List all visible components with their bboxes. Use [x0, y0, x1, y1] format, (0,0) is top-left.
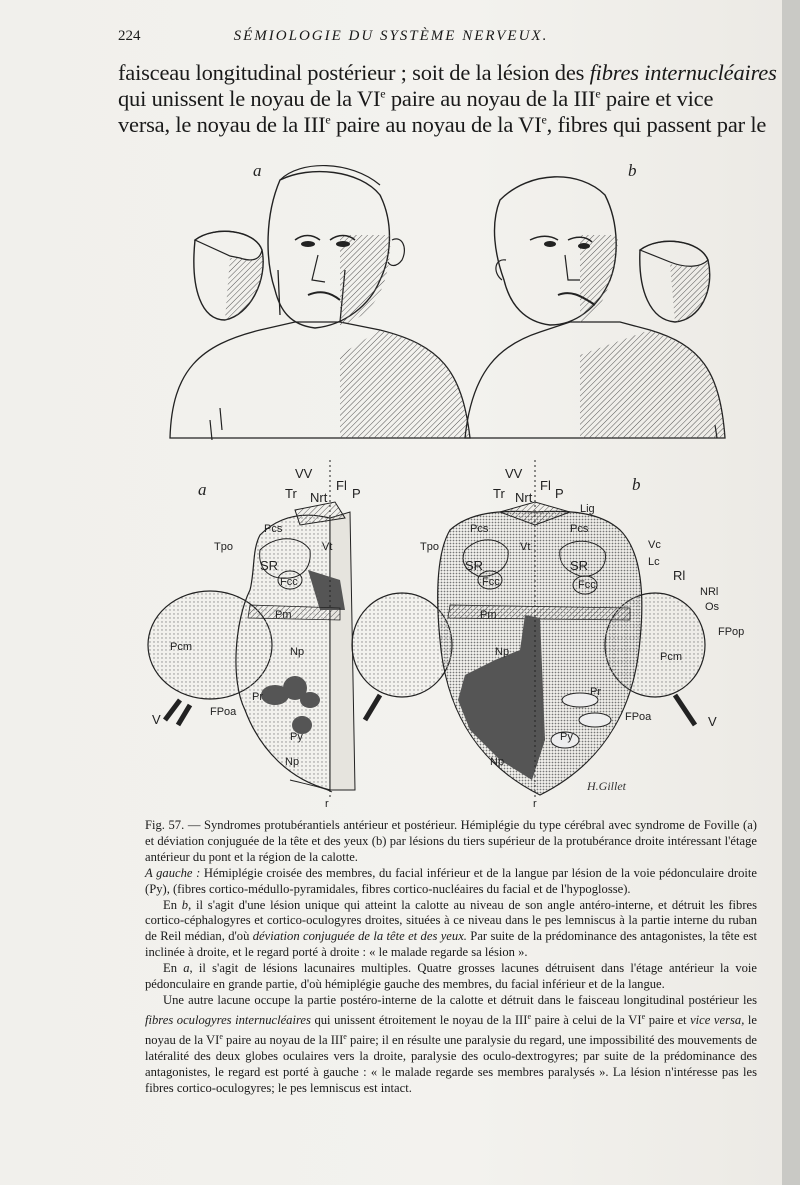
annot-a-vt: Vt: [322, 541, 333, 553]
annot-b-pr: Pr: [590, 686, 601, 698]
annot-b-tpo: Tpo: [420, 541, 439, 553]
body-line-2: qui unissent le noyau de la VIe paire au noyau de la IIIe paire et vice: [118, 86, 714, 111]
annot-b-fl: Fl: [540, 478, 551, 493]
figure-57: [140, 140, 760, 810]
annot-a-fcc: Fcc: [280, 576, 298, 588]
annot-b-pm: Pm: [480, 609, 497, 621]
body-line-3: versa, le noyau de la IIIe paire au noyau de la VIe, fibres qui passent par le: [118, 112, 767, 137]
annot-b-pcs: Pcs: [470, 523, 489, 535]
running-title: SÉMIOLOGIE DU SYSTÈME NERVEUX.: [233, 28, 549, 44]
caption-paragraph-4: Une autre lacune occupe la partie postéro-interne de la calotte et détruit dans le faisceau longitudinal postérieur les fibres oculogyres internucléaires qui unissent étroitement le noyau de la IIIe paire à celui de la VIe paire et vice versa, le noyau de la VIe paire au noyau de la IIIe paire; il en résulte une paralysie du regard, une impossibilité des mouvements de latéralité des deux globes oculaires vers la droite, paralysie des oculo-dextrogyres; par suite de la prédominance des antagonistes, le regard est porté à gauche : « le malade regarde ses membres paralysés ». La lésion n'intéresse pas les fibres cortico-oculogyres; le pes lemniscus est intact.: [145, 992, 757, 1095]
page-number: 224: [118, 28, 141, 44]
annot-b-os: Os: [705, 601, 720, 613]
annot-b-pcm: Pcm: [660, 651, 682, 663]
label-bottom-a: a: [198, 480, 207, 499]
patient-b-illustration: [465, 177, 725, 438]
annot-a-fpoa: FPoa: [210, 706, 237, 718]
annot-b-lig: Lig: [580, 503, 595, 515]
annot-b-sr2: SR: [570, 558, 589, 573]
annot-b-vv: VV: [505, 466, 523, 481]
caption-paragraph-1: A gauche : Hémiplégie croisée des membres, du facial inférieur et de la langue par lésion de la voie pédonculaire droite (Py), (fibres cortico-médullo-pyramidales, fibres cortico-nucléaires du facial et de l'hypoglosse).: [145, 865, 757, 896]
running-header: [0, 28, 782, 50]
annot-b-nrt: Nrt: [515, 490, 533, 505]
annot-b-fpop: FPop: [718, 626, 745, 638]
figure-illustration: [140, 140, 760, 810]
annot-b-np: Np: [495, 646, 510, 658]
caption-paragraph-2: En b, il s'agit d'une lésion unique qui atteint la calotte au niveau de son angle antéro-interne, et détruit les fibres cortico-céphalogyres et cortico-oculogyres droites, situées à ce niveau dans le pes lemniscus à la partie interne du ruban de Reil médian, d'où déviation conjuguée de la tête et des yeux. Par suite de la prédominance des antagonistes, la tête est inclinée à droite, et le regard porté à droite : « le malade regarde sa lésion ».: [145, 897, 758, 960]
annot-b-rl: Rl: [673, 568, 686, 583]
annot-b-pcs2: Pcs: [570, 523, 589, 535]
patient-a-illustration: [170, 166, 470, 440]
caption-title: Fig. 57. — Syndromes protubérantiels antérieur et postérieur. Hémiplégie du type cérébral avec syndrome de Foville (a) et déviation conjuguée de la tête et des yeux (b) par lésions du tiers supérieur de la protubérance droite intéressant l'étage antérieur du pont et la région de la calotte.: [145, 818, 757, 864]
annot-a-pcs: Pcs: [264, 523, 283, 535]
annot-b-vt: Vt: [520, 541, 531, 553]
annot-a-vv: VV: [295, 466, 313, 481]
engraver-signature: H.Gillet: [587, 779, 626, 793]
annot-b-fcc2: Fcc: [578, 579, 596, 591]
annot-b-np2: Np: [490, 756, 505, 768]
figure-caption: [145, 818, 757, 1097]
annot-a-p: P: [352, 486, 361, 501]
label-bottom-b: b: [632, 475, 641, 494]
label-top-b: b: [628, 161, 637, 180]
annot-a-pr: Pr: [252, 691, 263, 703]
annot-a-tr: Tr: [285, 486, 297, 501]
annot-b-py: Py: [560, 731, 573, 743]
annot-b-vc: Vc: [648, 539, 661, 551]
annot-a-np2: Np: [285, 756, 300, 768]
annot-b-fcc: Fcc: [482, 576, 500, 588]
annot-a-tpo: Tpo: [214, 541, 233, 553]
annot-a-fl: Fl: [336, 478, 347, 493]
annot-b-v: V: [708, 714, 717, 729]
annot-a-r: r: [325, 798, 329, 810]
annot-b-lc: Lc: [648, 556, 660, 568]
caption-paragraph-3: En a, il s'agit de lésions lacunaires multiples. Quatre grosses lacunes détruisent dans l'étage antérieur la voie pédonculaire en grande partie, d'où hémiplégie gauche des membres, du facial inférieur et de la langue.: [145, 961, 757, 992]
pons-section-b: [352, 460, 705, 800]
annot-b-r: r: [533, 798, 537, 810]
annot-b-p: P: [555, 486, 564, 501]
annot-b-tr: Tr: [493, 486, 505, 501]
annot-b-sr: SR: [465, 558, 484, 573]
annot-a-nrt: Nrt: [310, 490, 328, 505]
pons-section-a: [148, 460, 355, 800]
annot-a-sr: SR: [260, 558, 279, 573]
annot-a-pm: Pm: [275, 609, 292, 621]
annot-b-fpoa: FPoa: [625, 711, 652, 723]
annot-a-v: V: [152, 712, 161, 727]
annot-b-nrl: NRl: [700, 586, 719, 598]
annot-a-np: Np: [290, 646, 305, 658]
label-top-a: a: [253, 161, 262, 180]
annot-a-pcm: Pcm: [170, 641, 192, 653]
body-line-1: faisceau longitudinal postérieur ; soit de la lésion des fibres internucléaires: [118, 60, 777, 85]
annot-a-py: Py: [290, 731, 303, 743]
